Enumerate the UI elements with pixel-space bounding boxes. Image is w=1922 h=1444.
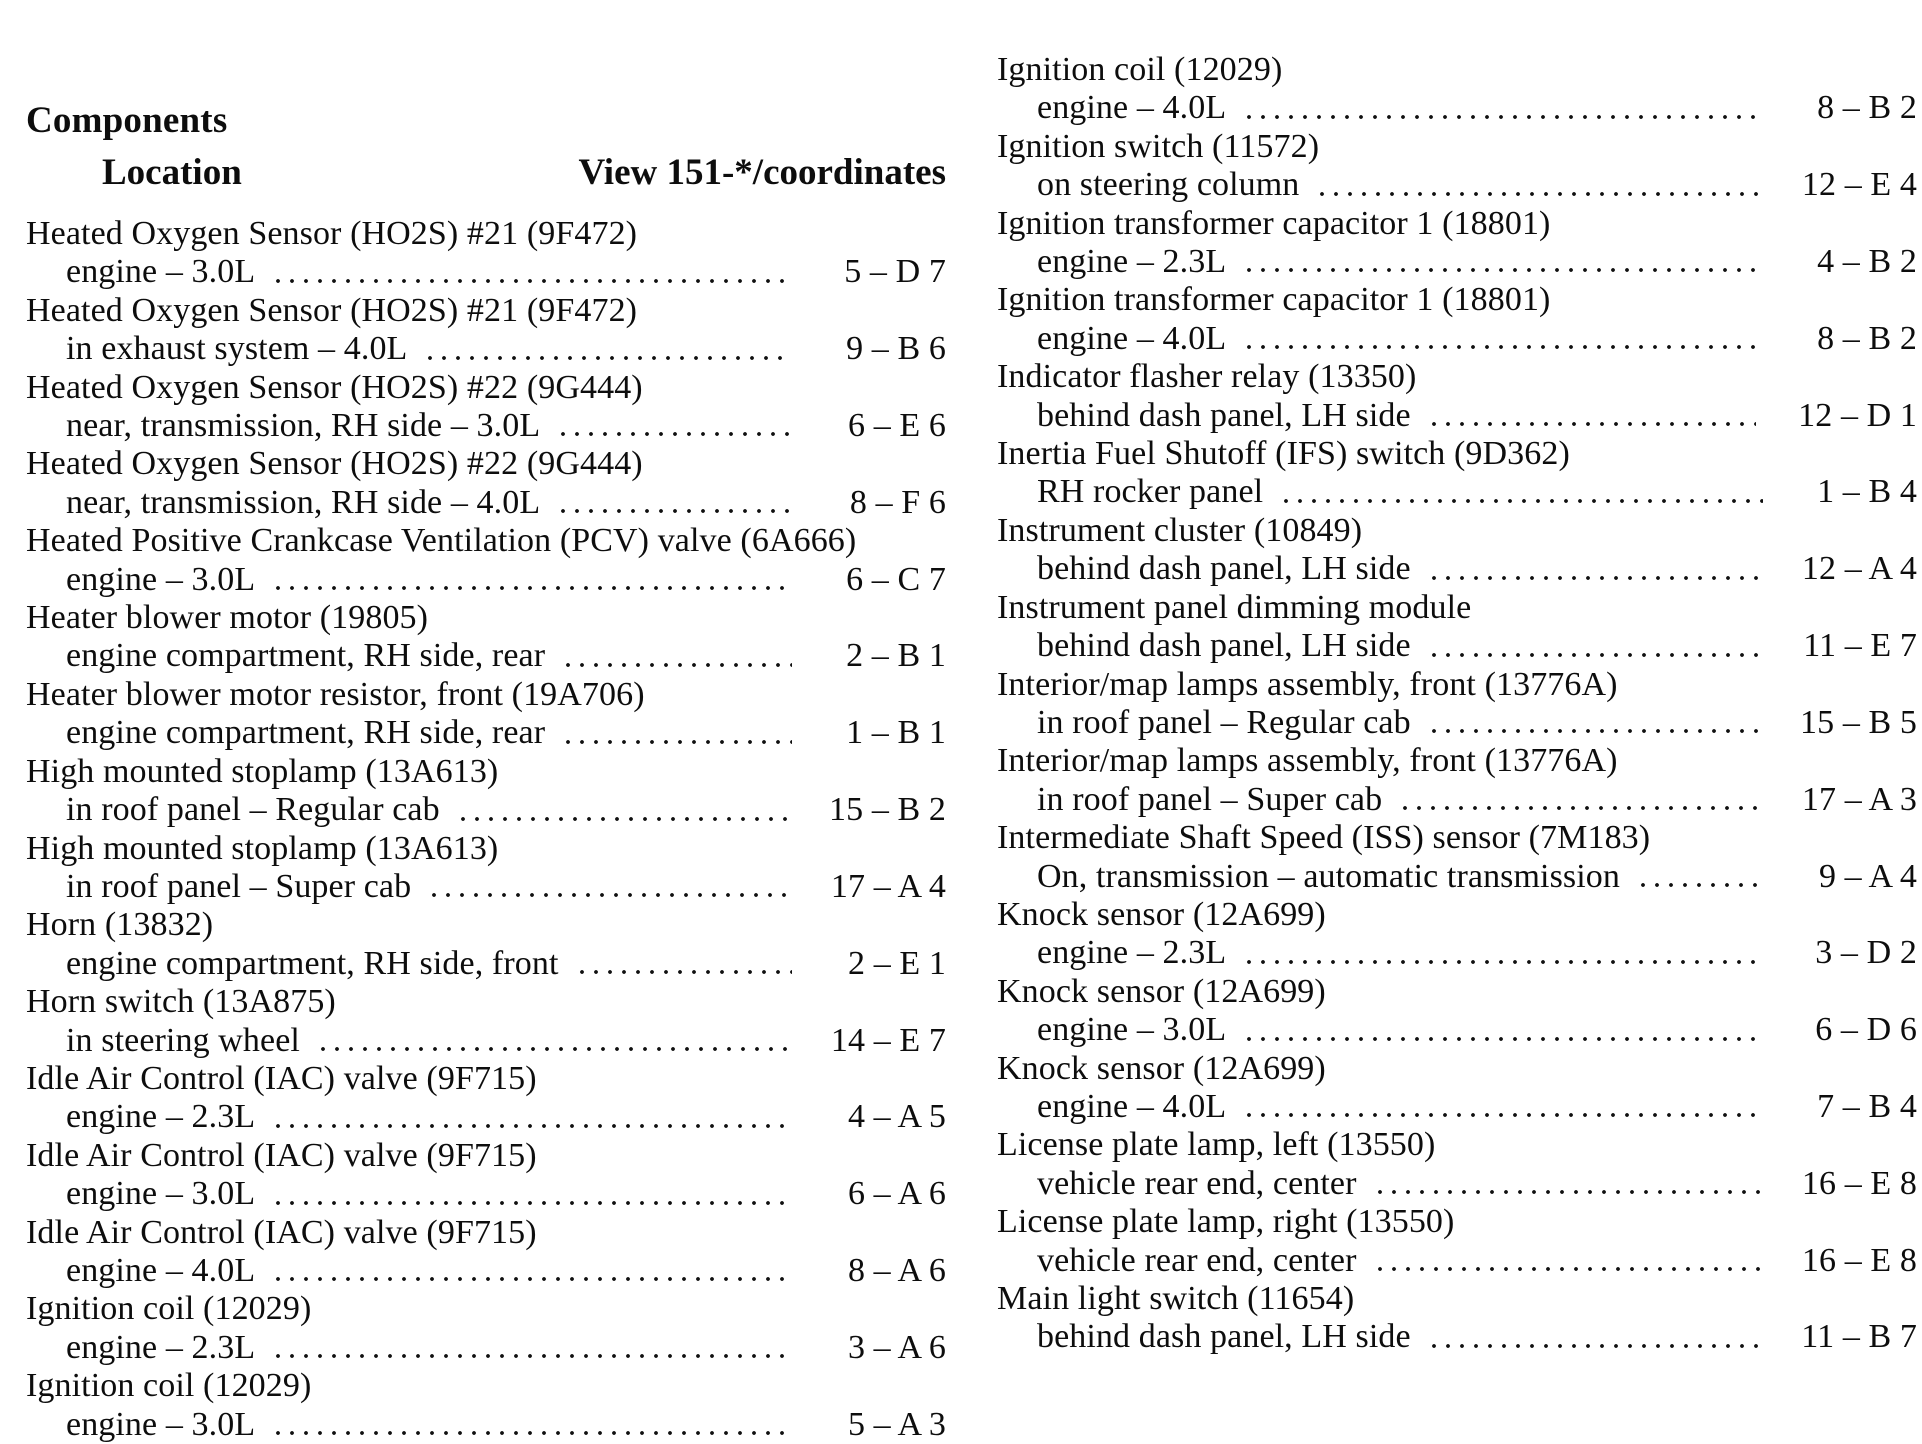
coordinate-value: 11 – B 7	[1801, 1318, 1917, 1356]
component-location: in exhaust system – 4.0L	[66, 330, 408, 368]
component-location: in roof panel – Regular cab	[66, 791, 440, 829]
component-name: Idle Air Control (IAC) valve (9F715)	[26, 1059, 537, 1097]
index-entry	[997, 1203, 1917, 1280]
index-entry	[26, 1137, 946, 1214]
component-name: Ignition coil (12029)	[997, 51, 1283, 88]
index-entry	[997, 358, 1917, 435]
coordinate-value: 1 – B 4	[1817, 473, 1917, 511]
component-name: Heated Positive Crankcase Ventilation (PCV) valve (6A666)	[26, 522, 857, 560]
dot-leader	[269, 1329, 792, 1367]
component-name: Instrument panel dimming module	[997, 588, 1472, 626]
dot-leader	[559, 714, 792, 752]
index-entry	[26, 1060, 946, 1137]
dot-leader	[1240, 1088, 1763, 1126]
index-entry	[997, 512, 1917, 589]
component-location-row	[997, 1242, 1917, 1280]
component-location-row	[997, 166, 1917, 204]
component-location: engine – 2.3L	[1037, 243, 1227, 281]
coordinate-value: 12 – D 1	[1798, 396, 1917, 434]
component-name: Heater blower motor (19805)	[26, 599, 429, 637]
dot-leader	[269, 253, 792, 291]
coordinate-value: 6 – C 7	[846, 560, 946, 598]
dot-leader	[1313, 166, 1760, 204]
component-location: near, transmission, RH side – 3.0L	[66, 407, 541, 445]
left-entries-list	[26, 215, 946, 1444]
coordinate-value: 16 – E 8	[1801, 1241, 1917, 1279]
coordinate-value: 8 – B 2	[1817, 89, 1917, 127]
dot-leader	[554, 484, 792, 522]
right-column	[997, 51, 1917, 1357]
component-name: High mounted stoplamp (13A613)	[26, 752, 499, 790]
coordinate-value: 12 – A 4	[1801, 550, 1917, 588]
component-location: engine – 4.0L	[66, 1251, 256, 1289]
dot-leader	[454, 791, 787, 829]
component-location-row	[997, 1318, 1917, 1356]
component-location-row	[997, 473, 1917, 511]
dot-leader	[1240, 243, 1763, 281]
coordinate-value: 1 – B 1	[846, 714, 946, 752]
component-location: engine compartment, RH side, rear	[66, 637, 546, 675]
view-coordinates-heading: View 151-*/coordinates	[578, 152, 946, 193]
component-location-row	[997, 1011, 1917, 1049]
component-name: Ignition transformer capacitor 1 (18801)	[997, 281, 1551, 319]
dot-leader	[1240, 89, 1763, 127]
dot-leader	[425, 868, 789, 906]
component-location-row	[26, 1098, 946, 1136]
component-location-row	[997, 320, 1917, 358]
component-location: behind dash panel, LH side	[1037, 1318, 1411, 1356]
component-location: vehicle rear end, center	[1037, 1164, 1357, 1202]
component-location-row	[26, 714, 946, 752]
component-location: engine – 2.3L	[1037, 934, 1227, 972]
component-location-row	[26, 945, 946, 983]
dot-leader	[1425, 627, 1762, 665]
component-location-row	[26, 484, 946, 522]
component-location-row	[997, 781, 1917, 819]
index-entry	[997, 128, 1917, 205]
coordinate-value: 4 – A 5	[847, 1098, 946, 1136]
component-location: near, transmission, RH side – 4.0L	[66, 483, 541, 521]
coordinate-value: 12 – E 4	[1801, 166, 1917, 204]
index-entry	[26, 369, 946, 446]
component-location-row	[997, 858, 1917, 896]
coordinate-value: 5 – D 7	[844, 253, 946, 291]
component-location: engine – 4.0L	[1037, 1087, 1227, 1125]
component-name: Heated Oxygen Sensor (HO2S) #22 (9G444)	[26, 368, 643, 406]
dot-leader	[1371, 1165, 1760, 1203]
component-location-row	[997, 243, 1917, 281]
index-entry	[26, 1214, 946, 1291]
index-entry	[26, 983, 946, 1060]
component-name: Interior/map lamps assembly, front (13776A)	[997, 742, 1618, 780]
component-location: RH rocker panel	[1037, 473, 1264, 511]
coordinate-value: 8 – B 2	[1817, 319, 1917, 357]
index-entry	[26, 906, 946, 983]
dot-leader	[1240, 320, 1763, 358]
dot-leader	[1425, 704, 1758, 742]
index-entry	[26, 1290, 946, 1367]
dot-leader	[421, 330, 792, 368]
component-location: engine – 4.0L	[1037, 319, 1227, 357]
coordinate-value: 5 – A 3	[847, 1405, 946, 1443]
component-name: License plate lamp, right (13550)	[997, 1203, 1455, 1241]
component-name: Inertia Fuel Shutoff (IFS) switch (9D362)	[997, 435, 1570, 473]
index-entry	[997, 1280, 1917, 1357]
component-name: Heated Oxygen Sensor (HO2S) #21 (9F472)	[26, 215, 638, 252]
component-location-row	[997, 397, 1917, 435]
coordinate-value: 4 – B 2	[1817, 243, 1917, 281]
component-location-row	[997, 934, 1917, 972]
component-location: in roof panel – Regular cab	[1037, 703, 1411, 741]
dot-leader	[314, 1022, 789, 1060]
dot-leader	[1425, 397, 1756, 435]
component-location: behind dash panel, LH side	[1037, 396, 1411, 434]
component-name: Ignition switch (11572)	[997, 127, 1320, 165]
dot-leader	[1277, 473, 1763, 511]
component-location-row	[26, 1329, 946, 1367]
left-column	[26, 101, 946, 1444]
component-location-row	[26, 330, 946, 368]
coordinate-value: 3 – D 2	[1815, 934, 1917, 972]
index-entry	[26, 215, 946, 292]
coordinate-value: 16 – E 8	[1801, 1164, 1917, 1202]
index-entry	[997, 51, 1917, 128]
component-name: High mounted stoplamp (13A613)	[26, 829, 499, 867]
right-entries-list	[997, 51, 1917, 1357]
component-location-row	[26, 1022, 946, 1060]
coordinate-value: 6 – E 6	[848, 407, 946, 445]
dot-leader	[1371, 1242, 1760, 1280]
coordinate-value: 2 – B 1	[846, 637, 946, 675]
index-entry	[997, 205, 1917, 282]
component-location-row	[997, 704, 1917, 742]
component-name: Indicator flasher relay (13350)	[997, 358, 1417, 396]
component-name: Heater blower motor resistor, front (19A706)	[26, 675, 645, 713]
index-entry	[26, 599, 946, 676]
coordinate-value: 15 – B 2	[829, 791, 946, 829]
component-name: Ignition coil (12029)	[26, 1367, 312, 1405]
component-name: Horn switch (13A875)	[26, 983, 336, 1021]
component-location: engine – 3.0L	[66, 1405, 256, 1443]
component-location: on steering column	[1037, 166, 1300, 204]
component-name: Heated Oxygen Sensor (HO2S) #22 (9G444)	[26, 445, 643, 483]
index-entry	[997, 589, 1917, 666]
component-location: engine – 3.0L	[66, 253, 256, 291]
component-location: engine – 4.0L	[1037, 89, 1227, 127]
component-name: Heated Oxygen Sensor (HO2S) #21 (9F472)	[26, 291, 638, 329]
dot-leader	[554, 407, 792, 445]
component-location: behind dash panel, LH side	[1037, 627, 1411, 665]
dot-leader	[559, 637, 792, 675]
component-name: Knock sensor (12A699)	[997, 972, 1326, 1010]
component-location-row	[997, 627, 1917, 665]
coordinate-value: 3 – A 6	[847, 1328, 946, 1366]
index-entry	[26, 292, 946, 369]
dot-leader	[573, 945, 793, 983]
dot-leader	[269, 1406, 792, 1444]
index-entry	[997, 281, 1917, 358]
component-name: Ignition coil (12029)	[26, 1290, 312, 1328]
component-location: engine – 3.0L	[66, 1175, 256, 1213]
index-entry	[26, 830, 946, 907]
component-location: engine – 3.0L	[1037, 1011, 1227, 1049]
index-entry	[26, 753, 946, 830]
components-heading: Components	[26, 100, 228, 141]
coordinate-value: 6 – D 6	[1815, 1011, 1917, 1049]
component-name: Interior/map lamps assembly, front (13776A)	[997, 665, 1618, 703]
component-name: Knock sensor (12A699)	[997, 895, 1326, 933]
index-entry	[997, 973, 1917, 1050]
component-location: engine – 2.3L	[66, 1098, 256, 1136]
index-entry	[997, 1050, 1917, 1127]
component-name: Idle Air Control (IAC) valve (9F715)	[26, 1213, 537, 1251]
component-location: in roof panel – Super cab	[66, 867, 412, 905]
index-entry	[26, 522, 946, 599]
component-name: Knock sensor (12A699)	[997, 1049, 1326, 1087]
coordinate-value: 9 – B 6	[846, 330, 946, 368]
index-entry	[997, 435, 1917, 512]
component-name: License plate lamp, left (13550)	[997, 1126, 1436, 1164]
dot-leader	[269, 1252, 792, 1290]
index-entry	[26, 1367, 946, 1444]
dot-leader	[1425, 1318, 1760, 1356]
dot-leader	[1634, 858, 1763, 896]
coordinate-value: 6 – A 6	[847, 1175, 946, 1213]
component-location: On, transmission – automatic transmission	[1037, 857, 1620, 895]
coordinate-value: 7 – B 4	[1817, 1087, 1917, 1125]
dot-leader	[269, 1175, 792, 1213]
location-heading: Location	[102, 152, 242, 193]
coordinate-value: 17 – A 4	[830, 867, 946, 905]
component-location-row	[26, 407, 946, 445]
coordinate-value: 8 – A 6	[847, 1251, 946, 1289]
component-location-row	[26, 1175, 946, 1213]
dot-leader	[1425, 550, 1760, 588]
component-location-row	[26, 791, 946, 829]
component-location-row	[997, 89, 1917, 127]
dot-leader	[1240, 934, 1763, 972]
coordinate-value: 15 – B 5	[1800, 703, 1917, 741]
component-location-row	[997, 550, 1917, 588]
index-entry	[997, 742, 1917, 819]
component-name: Idle Air Control (IAC) valve (9F715)	[26, 1136, 537, 1174]
component-name: Instrument cluster (10849)	[997, 511, 1363, 549]
component-location-row	[26, 1406, 946, 1444]
component-name: Horn (13832)	[26, 906, 214, 944]
component-location-row	[997, 1088, 1917, 1126]
index-entry	[997, 819, 1917, 896]
component-location: in steering wheel	[66, 1021, 300, 1059]
component-name: Main light switch (11654)	[997, 1280, 1355, 1317]
component-location: engine compartment, RH side, front	[66, 944, 559, 982]
component-location-row	[26, 868, 946, 906]
component-location-row	[997, 1165, 1917, 1203]
index-entry	[997, 896, 1917, 973]
component-location: in roof panel – Super cab	[1037, 780, 1383, 818]
column-headings-row	[26, 153, 946, 193]
coordinate-value: 9 – A 4	[1818, 857, 1917, 895]
index-entry	[26, 676, 946, 753]
component-location-row	[26, 561, 946, 599]
component-name: Intermediate Shaft Speed (ISS) sensor (7M183)	[997, 819, 1651, 857]
dot-leader	[269, 1098, 792, 1136]
component-name: Ignition transformer capacitor 1 (18801)	[997, 204, 1551, 242]
component-location: engine – 2.3L	[66, 1328, 256, 1366]
component-location: vehicle rear end, center	[1037, 1241, 1357, 1279]
index-entry	[997, 1126, 1917, 1203]
index-entry	[26, 445, 946, 522]
dot-leader	[1240, 1011, 1763, 1049]
coordinate-value: 11 – E 7	[1803, 627, 1917, 665]
component-location: engine – 3.0L	[66, 560, 256, 598]
component-location: behind dash panel, LH side	[1037, 550, 1411, 588]
coordinate-value: 14 – E 7	[830, 1021, 946, 1059]
coordinate-value: 17 – A 3	[1801, 780, 1917, 818]
dot-leader	[1396, 781, 1760, 819]
component-location-row	[26, 637, 946, 675]
component-location-row	[26, 1252, 946, 1290]
index-entry	[997, 666, 1917, 743]
component-location: engine compartment, RH side, rear	[66, 714, 546, 752]
coordinate-value: 2 – E 1	[848, 944, 946, 982]
component-location-row	[26, 253, 946, 291]
coordinate-value: 8 – F 6	[849, 483, 946, 521]
dot-leader	[269, 561, 792, 599]
